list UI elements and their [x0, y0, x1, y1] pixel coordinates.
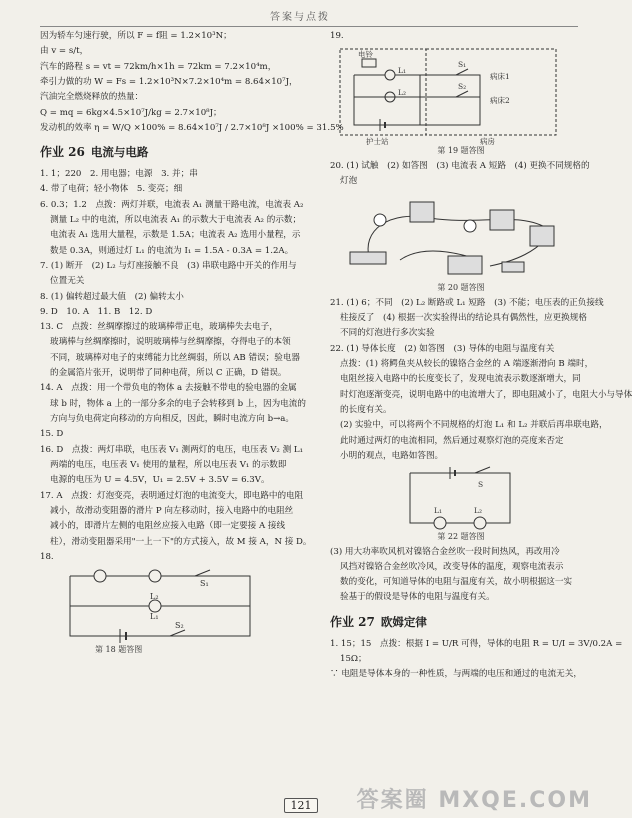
answer-line: 灯泡: [340, 176, 358, 187]
lamp-label-l1: L₁: [398, 66, 406, 76]
section-heading-26: [40, 143, 312, 162]
right-column: [330, 30, 632, 684]
circuit-diagram-19: [330, 45, 570, 145]
answer-line: 18.: [40, 551, 54, 562]
answer-line: 减小，故滑动变阻器的滑片 P 向左移动时，接入电路中的电阻丝: [50, 505, 294, 516]
answer-line: (2) 实验中，可以将两个不同规格的灯泡 L₁ 和 L₂ 并联后再串联电路，: [340, 420, 608, 431]
answer-line: 数的变化，可知道导体的电阻与温度有关，故小明根据这一实: [340, 577, 573, 588]
nurse-station-label: 护士站: [366, 137, 389, 147]
answer-line: 两端的电压，电压表 V₁ 使用的量程，所以电压表 V₁ 的示数即: [50, 459, 287, 470]
running-header: 答案与点拨: [270, 12, 330, 23]
answer-line: 16. D 点拨：两灯串联，电压表 V₁ 测两灯的电压，电压表 V₂ 测 L₁: [40, 444, 304, 455]
answer-line: 15Ω；: [340, 653, 367, 664]
answer-line: 减小的，即滑片左侧的电阻丝应接入电路（即一定要接 A 接线: [50, 521, 286, 532]
answer-line: 1. 15；15 点拨：根据 I = U/R 可得，导体的电阻 R = U/I = 3V/0.2A =: [330, 638, 623, 649]
answer-line: 6. 0.3；1.2 点拨：两灯并联，电流表 A₁ 测量干路电流，电流表 A₂: [40, 199, 304, 210]
text-line: 因为轿车匀速行驶，所以 F = f阻 = 1.2×10³N；: [40, 31, 232, 41]
answer-line: 测量 L₂ 中的电流，所以电流表 A₁ 的示数大于电流表 A₂ 的示数；: [50, 214, 302, 225]
answer-line: 此时通过两灯的电流相同，然后通过观察灯泡的亮度来否定: [340, 435, 564, 446]
answer-line: 21. (1) 6；不同 (2) L₂ 断路或 L₁ 短路 (3) 不能；电压表的正负接线: [330, 297, 604, 308]
answer-line: 点拨：(1) 将鳄鱼夹从较长的镍铬合金丝的 A 端逐渐滑向 B 端时，: [340, 358, 594, 369]
text-line: 汽车的路程 s = vt = 72km/h×1h = 72km = 7.2×10⁴m，: [40, 61, 277, 72]
answer-line: 13. C 点拨：丝绸摩擦过的玻璃棒带正电，玻璃棒失去电子，: [40, 322, 278, 333]
header-rule: [40, 26, 578, 27]
circuit-photo-20: [330, 190, 570, 282]
switch-label-s: S: [478, 480, 484, 490]
answer-line: 风挡对镍铬合金丝吹冷风，改变导体的温度，观察电流表示: [340, 561, 564, 572]
answer-line: 时灯泡逐渐变亮，说明电路中的电流增大了，即电阻减小了，电阻大小与导体: [340, 389, 632, 400]
answer-line: 4. 带了电荷；轻小物体 5. 变亮；细: [40, 184, 183, 195]
lamp-label-l1: L₁: [150, 612, 159, 622]
section-number: 作业 27: [330, 614, 375, 629]
answer-line: 玻璃棒与丝绸摩擦时，说明玻璃棒与丝绸摩擦，夺得电子的本领: [50, 337, 291, 348]
answer-line: 球 b 时，物体 a 上的一部分多余的电子会转移到 b 上，因为电流的: [50, 398, 306, 409]
switch-label-s2: S₂: [458, 82, 467, 92]
answer-line: 17. A 点拨：灯泡变亮，表明通过灯泡的电流变大，即电路中的电阻: [40, 490, 304, 501]
answer-line: 8. (1) 偏转超过最大值 (2) 偏转太小: [40, 291, 184, 302]
bell-label: 电铃: [358, 50, 373, 60]
answer-line: 的长度有关。: [340, 404, 392, 415]
answer-line: 柱接反了 (4) 根据一次实验得出的结论具有偶然性，应更换规格: [340, 313, 587, 324]
answer-line: 小明的观点，电路如答图。: [340, 450, 444, 461]
answer-line: 不同的灯泡进行多次实验: [340, 328, 435, 339]
figure-caption-18: 第 18 题答图: [95, 645, 143, 655]
answer-line: 20. (1) 试触 (2) 如答图 (3) 电流表 A 短路 (4) 更换不同规格的: [330, 160, 590, 171]
answer-line: 验基于的假设是导体的电阻与温度有关。: [340, 592, 495, 603]
answer-line: 方向与负电荷定向移动的方向相反，因此，瞬时电流方向 b→a。: [50, 414, 294, 424]
answer-line: 14. A 点拨：用一个带负电的物体 a 去接触不带电的验电器的金属: [40, 383, 297, 394]
section-number: 作业 26: [40, 145, 85, 160]
lamp-label-l2: L₂: [150, 592, 159, 602]
answer-line: 1. 1；220 2. 用电器；电源 3. 并；串: [40, 169, 198, 179]
figure-caption-19: 第 19 题答图: [437, 146, 485, 156]
page-number: 121: [284, 798, 318, 813]
answer-line: 9. D 10. A 11. B 12. D: [40, 306, 153, 317]
answer-line: 7. (1) 断开 (2) L₂ 与灯座接触不良 (3) 串联电路中开关的作用与: [40, 260, 297, 271]
circuit-diagram-22: [330, 465, 570, 531]
switch-label-s1: S₁: [458, 60, 467, 70]
lamp-label-l2: L₂: [474, 506, 482, 516]
bed2-label: 病床2: [490, 96, 510, 106]
text-line: Q = mq = 6kg×4.5×10⁷J/kg = 2.7×10⁸J；: [40, 107, 222, 118]
section-title: 欧姆定律: [380, 614, 427, 629]
text-line: 发动机的效率 η = W/Q ×100% = 8.64×10⁷J / 2.7×10⁸J ×100% = 31.5%: [40, 122, 344, 133]
section-title: 电流与电路: [90, 145, 149, 160]
bed1-label: 病床1: [490, 72, 510, 82]
answer-line: 数是 0.3A，则通过灯 L₁ 的电流为 I₁ = 1.5A - 0.3A = 1.2A。: [50, 245, 294, 256]
answer-line: 的金属箔片张开，说明带了同种电荷，所以 C 正确，D 错误。: [50, 368, 287, 379]
ward-label: 病房: [480, 137, 495, 147]
figure-caption-22: 第 22 题答图: [437, 532, 485, 542]
answer-line: 22. (1) 导体长度 (2) 如答图 (3) 导体的电阻与温度有关: [330, 343, 555, 354]
switch-label-s1: S₁: [200, 579, 209, 589]
section-heading-27: [330, 613, 592, 632]
lamp-label-l2: L₂: [398, 88, 406, 98]
circuit-diagram-18: [60, 566, 260, 644]
lamp-label-l1: L₁: [434, 506, 442, 516]
answer-line: 不同，玻璃棒对电子的束缚能力比丝绸弱，所以 AB 错误；验电器: [50, 352, 301, 363]
text-line: 汽油完全燃烧释放的热量：: [40, 92, 144, 103]
answer-line: 15. D: [40, 429, 64, 440]
text-line: 牵引力做的功 W = Fs = 1.2×10³N×7.2×10⁴m = 8.64×10⁷J，: [40, 76, 298, 87]
question-number-19: 19.: [330, 31, 344, 41]
answer-line: ∵ 电阻是导体本身的一种性质，与两端的电压和通过的电流无关，: [330, 669, 582, 680]
answer-line: 电源的电压为 U = 4.5V，U₁ = 2.5V + 3.5V = 6.3V。: [50, 475, 270, 486]
answer-list-26: [40, 168, 312, 564]
switch-label-s2: S₂: [175, 621, 184, 631]
figure-caption-20: 第 20 题答图: [437, 283, 485, 293]
answer-line: 柱），滑动变阻器采用"一上一下"的方式接入，故 M 接 A，N 接 D。: [50, 536, 312, 547]
answer-line: 电流表 A₁ 选用大量程，示数是 1.5A；电流表 A₂ 选用小量程，示: [50, 230, 301, 241]
text-line: 由 v = s/t，: [40, 46, 89, 57]
watermark: 答案圈 MXQE.COM: [356, 788, 592, 813]
answer-line: 电阻丝接入电路中的长度变长了，发现电流表示数逐渐增大，同: [340, 374, 581, 385]
answer-line: (3) 用大功率吹风机对镍铬合金丝吹一段时间热风，再改用冷: [330, 546, 560, 557]
answer-line: 位置无关: [50, 276, 85, 287]
